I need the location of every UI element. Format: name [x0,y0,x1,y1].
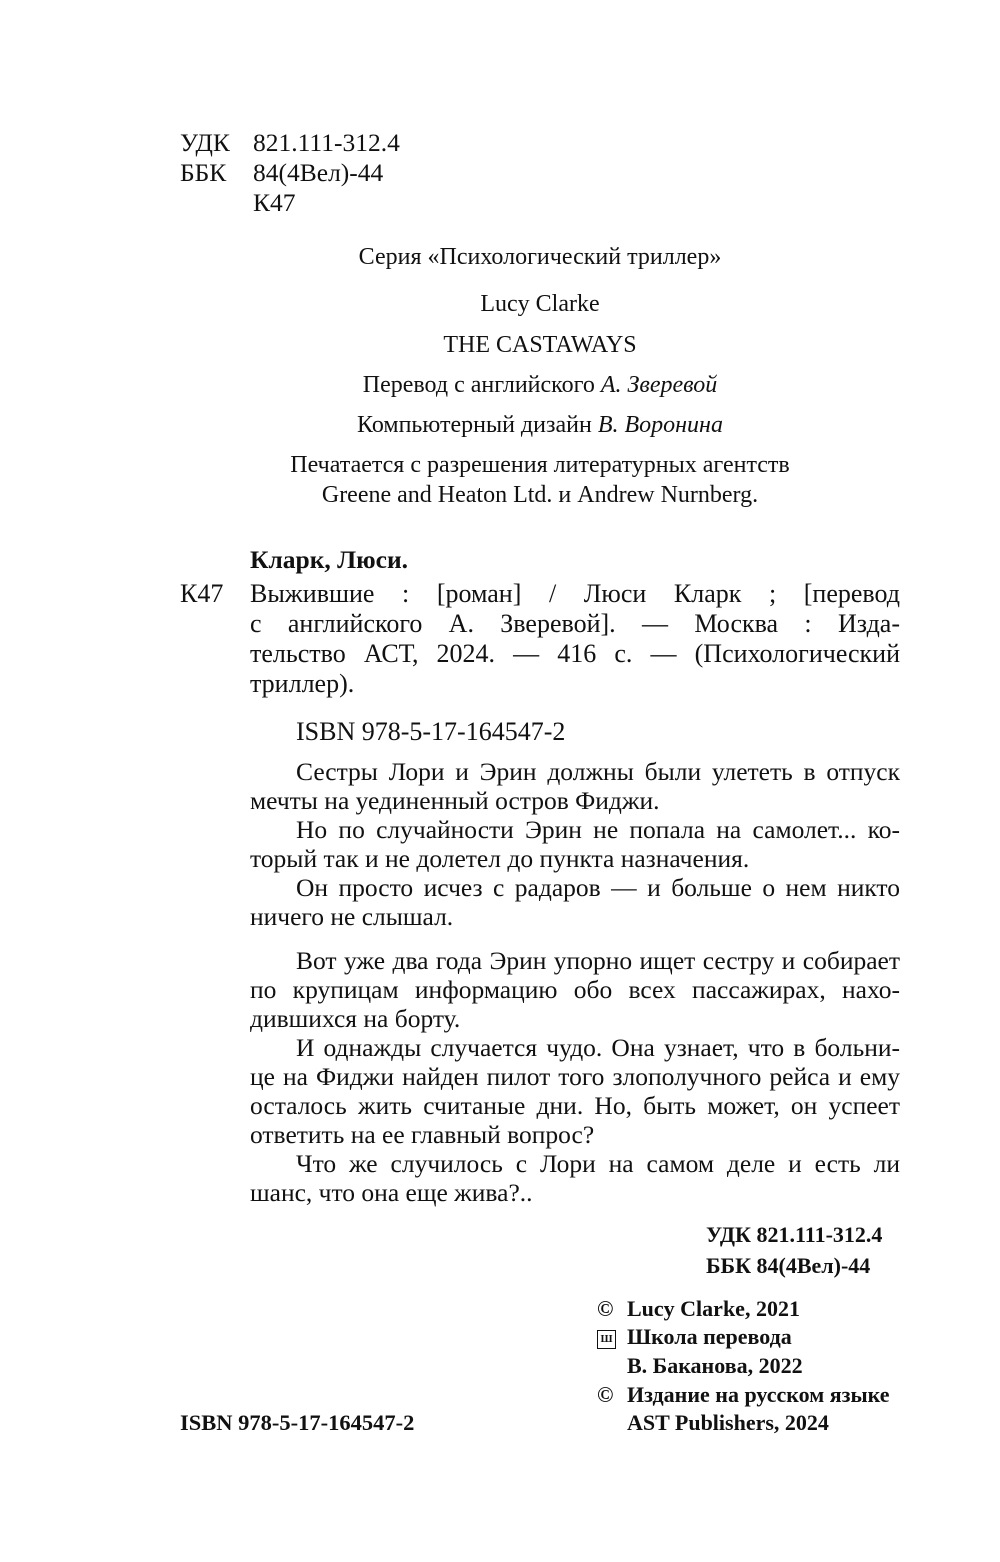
original-author: Lucy Clarke [480,291,600,317]
annotation-line: торый так и не долетел до пункта назначения. [250,844,750,873]
copyright-edition-line-2: AST Publishers, 2024 [627,1410,829,1435]
design-prefix: Компьютерный дизайн [357,412,592,438]
catalog-line: триллер). [250,669,355,698]
translation-credit [0,372,1000,399]
catalog-line: тельство АСТ, 2024. — 416 с. — (Психологический [250,639,900,668]
bbk-label: ББК [180,158,227,187]
copyright-school-line-2: В. Баканова, 2022 [627,1353,803,1378]
bottom-udk: УДК 821.111-312.4 [706,1222,883,1247]
series-title: Серия «Психологический триллер» [358,244,722,270]
bottom-isbn: ISBN 978-5-17-164547-2 [180,1410,415,1435]
annotation-line: мечты на уединенный остров Фиджи. [250,786,660,815]
annotation-line: Сестры Лори и Эрин должны были улететь в отпуск [296,757,900,786]
bbk-value: 84(4Вел)-44 [253,158,384,187]
original-title: THE CASTAWAYS [443,332,637,358]
translation-prefix: Перевод с английского [362,372,595,398]
annotation-line: шанс, что она еще жива?.. [250,1178,533,1207]
copyright-author-text: Lucy Clarke, 2021 [627,1296,800,1321]
translator-name: А. Зверевой [600,372,718,398]
copyright-school-2 [627,1353,803,1379]
annotation-line: ничего не слышал. [250,902,454,931]
design-credit [0,412,1000,439]
catalog-author-heading: Кларк, Люси. [250,545,409,574]
annotation-line: дившихся на борту. [250,1004,461,1033]
copyright-school-line-1: Школа перевода [627,1324,792,1349]
udk-value: 821.111-312.4 [253,128,400,157]
annotation-line: це на Фиджи найден пилот того злополучного рейса и ему [250,1062,900,1091]
catalog-isbn: ISBN 978-5-17-164547-2 [296,717,566,746]
annotation-line: ответить на ее главный вопрос? [250,1120,595,1149]
copyright-symbol-icon: © [597,1382,614,1407]
copyright-school [597,1324,792,1350]
udk-label: УДК [180,128,230,157]
annotation-line: Но по случайности Эрин не попала на самолет... ко- [296,815,900,844]
annotation-line: по крупицам информацию обо всех пассажирах, нахо- [250,975,900,1004]
translation-school-icon: Ш [597,1330,616,1349]
author-mark: К47 [253,188,296,217]
copyright-edition-2 [627,1410,829,1436]
annotation-line: осталось жить считаные дни. Но, быть может, он успеет [250,1091,900,1120]
annotation-line: И однажды случается чудо. Она узнает, что в больни- [296,1033,900,1062]
bottom-bbk: ББК 84(4Вел)-44 [706,1253,871,1278]
annotation-line: Что же случилось с Лори на самом деле и есть ли [296,1149,900,1178]
designer-name: В. Воронина [597,412,723,438]
annotation-line: Вот уже два года Эрин упорно ищет сестру и собирает [296,946,900,975]
copyright-author [597,1296,800,1322]
catalog-line: Выжившие : [роман] / Люси Кларк ; [перевод [250,579,900,608]
rights-line-2: Greene and Heaton Ltd. и Andrew Nurnberg. [321,482,759,508]
rights-line-1: Печатается с разрешения литературных агентств [290,452,790,478]
copyright-edition-line-1: Издание на русском языке [627,1382,890,1407]
annotation-line: Он просто исчез с радаров — и больше о нем никто [296,873,900,902]
copyright-symbol-icon: © [597,1296,614,1321]
catalog-mark: К47 [180,579,224,608]
catalog-line: с английского А. Зверевой]. — Москва : Изда- [250,609,900,638]
copyright-edition [597,1382,890,1408]
